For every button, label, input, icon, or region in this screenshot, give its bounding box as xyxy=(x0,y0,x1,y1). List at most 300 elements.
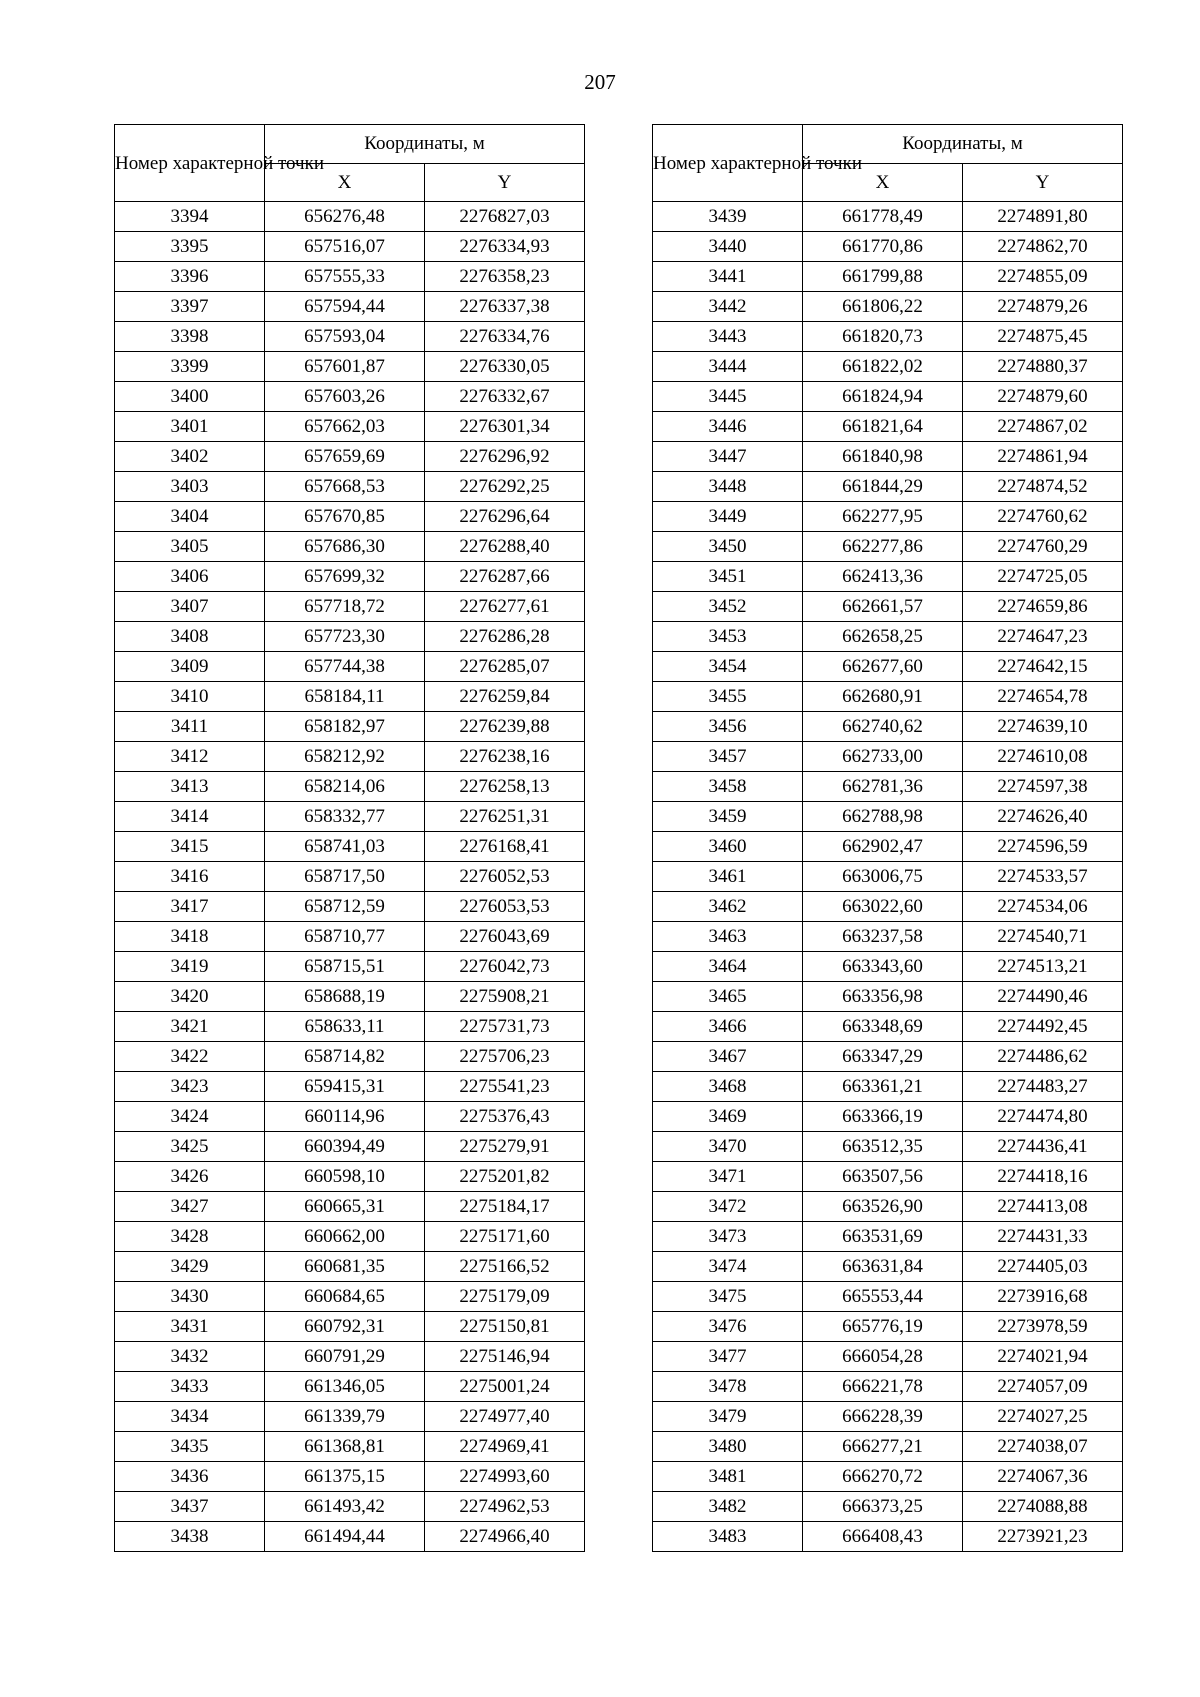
y-coordinate-cell: 2274436,41 xyxy=(963,1132,1123,1162)
table-row xyxy=(653,1402,1123,1432)
x-coordinate-cell: 657593,04 xyxy=(265,322,425,352)
y-coordinate-cell: 2273978,59 xyxy=(963,1312,1123,1342)
table-row xyxy=(115,682,585,712)
table-row xyxy=(115,1312,585,1342)
table-row xyxy=(115,442,585,472)
point-number-cell: 3465 xyxy=(653,982,803,1012)
table-row xyxy=(115,1252,585,1282)
y-coordinate-cell: 2274855,09 xyxy=(963,262,1123,292)
table-row xyxy=(115,922,585,952)
x-coordinate-cell: 661778,49 xyxy=(803,202,963,232)
table-row xyxy=(115,562,585,592)
y-coordinate-cell: 2276288,40 xyxy=(425,532,585,562)
x-coordinate-cell: 658182,97 xyxy=(265,712,425,742)
x-coordinate-cell: 658688,19 xyxy=(265,982,425,1012)
y-coordinate-cell: 2276286,28 xyxy=(425,622,585,652)
table-row xyxy=(653,532,1123,562)
table-row xyxy=(115,1012,585,1042)
x-coordinate-cell: 658712,59 xyxy=(265,892,425,922)
y-coordinate-cell: 2276238,16 xyxy=(425,742,585,772)
y-coordinate-cell: 2274862,70 xyxy=(963,232,1123,262)
table-row xyxy=(115,1342,585,1372)
x-coordinate-cell: 657516,07 xyxy=(265,232,425,262)
x-coordinate-cell: 662740,62 xyxy=(803,712,963,742)
y-coordinate-cell: 2276042,73 xyxy=(425,952,585,982)
y-header: Y xyxy=(963,164,1123,202)
point-number-cell: 3421 xyxy=(115,1012,265,1042)
x-coordinate-cell: 666228,39 xyxy=(803,1402,963,1432)
table-row xyxy=(115,1132,585,1162)
y-coordinate-cell: 2274021,94 xyxy=(963,1342,1123,1372)
x-coordinate-cell: 661799,88 xyxy=(803,262,963,292)
x-coordinate-cell: 657744,38 xyxy=(265,652,425,682)
table-row xyxy=(653,772,1123,802)
x-coordinate-cell: 660791,29 xyxy=(265,1342,425,1372)
x-coordinate-cell: 661770,86 xyxy=(803,232,963,262)
x-coordinate-cell: 662677,60 xyxy=(803,652,963,682)
x-coordinate-cell: 657659,69 xyxy=(265,442,425,472)
y-coordinate-cell: 2276827,03 xyxy=(425,202,585,232)
table-row xyxy=(653,382,1123,412)
y-coordinate-cell: 2276277,61 xyxy=(425,592,585,622)
x-coordinate-cell: 663006,75 xyxy=(803,862,963,892)
table-row xyxy=(653,592,1123,622)
table-row xyxy=(115,622,585,652)
x-coordinate-cell: 657555,33 xyxy=(265,262,425,292)
x-coordinate-cell: 661824,94 xyxy=(803,382,963,412)
point-number-cell: 3475 xyxy=(653,1282,803,1312)
point-number-cell: 3477 xyxy=(653,1342,803,1372)
point-number-cell: 3443 xyxy=(653,322,803,352)
table-row xyxy=(115,472,585,502)
x-coordinate-cell: 666270,72 xyxy=(803,1462,963,1492)
table-row xyxy=(115,862,585,892)
point-number-cell: 3405 xyxy=(115,532,265,562)
y-coordinate-cell: 2276337,38 xyxy=(425,292,585,322)
table-row xyxy=(115,1372,585,1402)
point-number-cell: 3397 xyxy=(115,292,265,322)
y-coordinate-cell: 2276296,64 xyxy=(425,502,585,532)
point-number-cell: 3468 xyxy=(653,1072,803,1102)
y-coordinate-cell: 2275731,73 xyxy=(425,1012,585,1042)
x-coordinate-cell: 663237,58 xyxy=(803,922,963,952)
table-row xyxy=(653,442,1123,472)
point-number-cell: 3433 xyxy=(115,1372,265,1402)
point-number-cell: 3437 xyxy=(115,1492,265,1522)
y-coordinate-cell: 2275150,81 xyxy=(425,1312,585,1342)
point-number-cell: 3478 xyxy=(653,1372,803,1402)
y-coordinate-cell: 2275279,91 xyxy=(425,1132,585,1162)
point-number-cell: 3452 xyxy=(653,592,803,622)
point-number-cell: 3412 xyxy=(115,742,265,772)
y-coordinate-cell: 2275706,23 xyxy=(425,1042,585,1072)
table-row xyxy=(115,1222,585,1252)
table-row xyxy=(653,1162,1123,1192)
table-row xyxy=(653,322,1123,352)
y-coordinate-cell: 2274492,45 xyxy=(963,1012,1123,1042)
table-row xyxy=(115,802,585,832)
point-number-cell: 3474 xyxy=(653,1252,803,1282)
point-number-cell: 3430 xyxy=(115,1282,265,1312)
point-number-cell: 3409 xyxy=(115,652,265,682)
x-coordinate-cell: 663631,84 xyxy=(803,1252,963,1282)
x-coordinate-cell: 657723,30 xyxy=(265,622,425,652)
point-number-cell: 3399 xyxy=(115,352,265,382)
table-row xyxy=(653,1012,1123,1042)
x-coordinate-cell: 657670,85 xyxy=(265,502,425,532)
table-row xyxy=(653,712,1123,742)
y-coordinate-cell: 2274088,88 xyxy=(963,1492,1123,1522)
x-coordinate-cell: 665776,19 xyxy=(803,1312,963,1342)
table-row xyxy=(653,622,1123,652)
table-row xyxy=(653,1072,1123,1102)
y-coordinate-cell: 2276251,31 xyxy=(425,802,585,832)
table-row xyxy=(653,802,1123,832)
x-coordinate-cell: 666408,43 xyxy=(803,1522,963,1552)
y-header: Y xyxy=(425,164,585,202)
x-coordinate-cell: 663507,56 xyxy=(803,1162,963,1192)
point-number-cell: 3466 xyxy=(653,1012,803,1042)
y-coordinate-cell: 2273916,68 xyxy=(963,1282,1123,1312)
y-coordinate-cell: 2276334,93 xyxy=(425,232,585,262)
x-coordinate-cell: 661375,15 xyxy=(265,1462,425,1492)
point-number-cell: 3446 xyxy=(653,412,803,442)
table-row xyxy=(115,1042,585,1072)
y-coordinate-cell: 2276358,23 xyxy=(425,262,585,292)
y-coordinate-cell: 2275376,43 xyxy=(425,1102,585,1132)
x-coordinate-cell: 666054,28 xyxy=(803,1342,963,1372)
y-coordinate-cell: 2276296,92 xyxy=(425,442,585,472)
table-row xyxy=(115,1282,585,1312)
x-coordinate-cell: 666373,25 xyxy=(803,1492,963,1522)
table-row xyxy=(653,832,1123,862)
y-coordinate-cell: 2276287,66 xyxy=(425,562,585,592)
x-coordinate-cell: 663512,35 xyxy=(803,1132,963,1162)
table-row xyxy=(653,1132,1123,1162)
y-coordinate-cell: 2276334,76 xyxy=(425,322,585,352)
table-row xyxy=(653,412,1123,442)
y-coordinate-cell: 2274418,16 xyxy=(963,1162,1123,1192)
x-coordinate-cell: 663022,60 xyxy=(803,892,963,922)
point-number-cell: 3403 xyxy=(115,472,265,502)
point-number-cell: 3418 xyxy=(115,922,265,952)
point-number-cell: 3470 xyxy=(653,1132,803,1162)
table-row xyxy=(653,862,1123,892)
y-coordinate-cell: 2274626,40 xyxy=(963,802,1123,832)
y-coordinate-cell: 2274486,62 xyxy=(963,1042,1123,1072)
x-coordinate-cell: 662788,98 xyxy=(803,802,963,832)
point-number-cell: 3419 xyxy=(115,952,265,982)
point-number-cell: 3459 xyxy=(653,802,803,832)
x-coordinate-cell: 663343,60 xyxy=(803,952,963,982)
table-row xyxy=(115,772,585,802)
y-coordinate-cell: 2274483,27 xyxy=(963,1072,1123,1102)
table-row xyxy=(653,1252,1123,1282)
point-number-cell: 3406 xyxy=(115,562,265,592)
y-coordinate-cell: 2274596,59 xyxy=(963,832,1123,862)
y-coordinate-cell: 2274540,71 xyxy=(963,922,1123,952)
y-coordinate-cell: 2275179,09 xyxy=(425,1282,585,1312)
point-number-cell: 3476 xyxy=(653,1312,803,1342)
x-coordinate-cell: 658212,92 xyxy=(265,742,425,772)
y-coordinate-cell: 2274725,05 xyxy=(963,562,1123,592)
x-coordinate-cell: 662733,00 xyxy=(803,742,963,772)
table-row xyxy=(653,1432,1123,1462)
x-header: X xyxy=(265,164,425,202)
x-coordinate-cell: 661840,98 xyxy=(803,442,963,472)
table-row xyxy=(653,352,1123,382)
y-coordinate-cell: 2274880,37 xyxy=(963,352,1123,382)
table-row xyxy=(115,832,585,862)
point-number-cell: 3473 xyxy=(653,1222,803,1252)
point-number-header: Номер характерной точки xyxy=(115,125,265,202)
table-row xyxy=(653,1492,1123,1522)
point-number-cell: 3434 xyxy=(115,1402,265,1432)
x-coordinate-cell: 657699,32 xyxy=(265,562,425,592)
x-coordinate-cell: 665553,44 xyxy=(803,1282,963,1312)
table-row xyxy=(653,292,1123,322)
point-number-cell: 3463 xyxy=(653,922,803,952)
point-number-cell: 3400 xyxy=(115,382,265,412)
coordinates-header: Координаты, м xyxy=(265,125,585,164)
y-coordinate-cell: 2276330,05 xyxy=(425,352,585,382)
point-number-cell: 3448 xyxy=(653,472,803,502)
table-row xyxy=(115,742,585,772)
y-coordinate-cell: 2276258,13 xyxy=(425,772,585,802)
page-number: 207 xyxy=(584,70,616,94)
x-coordinate-cell: 658717,50 xyxy=(265,862,425,892)
point-number-cell: 3422 xyxy=(115,1042,265,1072)
point-number-cell: 3441 xyxy=(653,262,803,292)
point-number-cell: 3415 xyxy=(115,832,265,862)
table-row xyxy=(115,232,585,262)
y-coordinate-cell: 2276259,84 xyxy=(425,682,585,712)
y-coordinate-cell: 2275201,82 xyxy=(425,1162,585,1192)
table-row xyxy=(115,502,585,532)
table-row xyxy=(115,1522,585,1552)
point-number-cell: 3398 xyxy=(115,322,265,352)
table-row xyxy=(115,1072,585,1102)
table-row xyxy=(115,652,585,682)
point-number-cell: 3469 xyxy=(653,1102,803,1132)
y-coordinate-cell: 2274597,38 xyxy=(963,772,1123,802)
y-coordinate-cell: 2274879,60 xyxy=(963,382,1123,412)
x-coordinate-cell: 661806,22 xyxy=(803,292,963,322)
table-row xyxy=(115,1102,585,1132)
point-number-cell: 3455 xyxy=(653,682,803,712)
y-coordinate-cell: 2275171,60 xyxy=(425,1222,585,1252)
y-coordinate-cell: 2274057,09 xyxy=(963,1372,1123,1402)
point-number-cell: 3413 xyxy=(115,772,265,802)
coordinates-header: Координаты, м xyxy=(803,125,1123,164)
table-row xyxy=(115,412,585,442)
x-coordinate-cell: 660394,49 xyxy=(265,1132,425,1162)
point-number-cell: 3456 xyxy=(653,712,803,742)
table-row xyxy=(653,682,1123,712)
table-row xyxy=(653,652,1123,682)
table-row xyxy=(653,1522,1123,1552)
x-coordinate-cell: 660662,00 xyxy=(265,1222,425,1252)
table-row xyxy=(115,1402,585,1432)
x-coordinate-cell: 657686,30 xyxy=(265,532,425,562)
y-coordinate-cell: 2274647,23 xyxy=(963,622,1123,652)
x-coordinate-cell: 660684,65 xyxy=(265,1282,425,1312)
x-coordinate-cell: 658184,11 xyxy=(265,682,425,712)
x-coordinate-cell: 663348,69 xyxy=(803,1012,963,1042)
point-number-cell: 3438 xyxy=(115,1522,265,1552)
table-row xyxy=(653,202,1123,232)
point-number-cell: 3396 xyxy=(115,262,265,292)
point-number-cell: 3442 xyxy=(653,292,803,322)
table-row xyxy=(653,1102,1123,1132)
table-row xyxy=(115,712,585,742)
point-number-cell: 3454 xyxy=(653,652,803,682)
table-row xyxy=(653,742,1123,772)
y-coordinate-cell: 2275166,52 xyxy=(425,1252,585,1282)
point-number-cell: 3408 xyxy=(115,622,265,652)
x-coordinate-cell: 662902,47 xyxy=(803,832,963,862)
y-coordinate-cell: 2274038,07 xyxy=(963,1432,1123,1462)
x-coordinate-cell: 663356,98 xyxy=(803,982,963,1012)
table-row xyxy=(115,952,585,982)
x-coordinate-cell: 660792,31 xyxy=(265,1312,425,1342)
y-coordinate-cell: 2274760,62 xyxy=(963,502,1123,532)
point-number-cell: 3451 xyxy=(653,562,803,592)
y-coordinate-cell: 2275146,94 xyxy=(425,1342,585,1372)
point-number-cell: 3464 xyxy=(653,952,803,982)
y-coordinate-cell: 2274659,86 xyxy=(963,592,1123,622)
y-coordinate-cell: 2276301,34 xyxy=(425,412,585,442)
point-number-cell: 3401 xyxy=(115,412,265,442)
y-coordinate-cell: 2274867,02 xyxy=(963,412,1123,442)
x-coordinate-cell: 662658,25 xyxy=(803,622,963,652)
table-row xyxy=(653,982,1123,1012)
y-coordinate-cell: 2274891,80 xyxy=(963,202,1123,232)
y-coordinate-cell: 2274413,08 xyxy=(963,1192,1123,1222)
table-row xyxy=(115,1162,585,1192)
y-coordinate-cell: 2274474,80 xyxy=(963,1102,1123,1132)
point-number-cell: 3407 xyxy=(115,592,265,622)
y-coordinate-cell: 2274533,57 xyxy=(963,862,1123,892)
table-row xyxy=(653,1222,1123,1252)
point-number-cell: 3447 xyxy=(653,442,803,472)
y-coordinate-cell: 2273921,23 xyxy=(963,1522,1123,1552)
point-number-header: Номер характерной точки xyxy=(653,125,803,202)
point-number-cell: 3453 xyxy=(653,622,803,652)
x-coordinate-cell: 662277,86 xyxy=(803,532,963,562)
table-row xyxy=(115,352,585,382)
y-coordinate-cell: 2274654,78 xyxy=(963,682,1123,712)
y-coordinate-cell: 2274977,40 xyxy=(425,1402,585,1432)
table-row xyxy=(115,892,585,922)
y-coordinate-cell: 2274067,36 xyxy=(963,1462,1123,1492)
point-number-cell: 3423 xyxy=(115,1072,265,1102)
table-row xyxy=(115,202,585,232)
y-coordinate-cell: 2274962,53 xyxy=(425,1492,585,1522)
x-coordinate-cell: 658633,11 xyxy=(265,1012,425,1042)
y-coordinate-cell: 2274966,40 xyxy=(425,1522,585,1552)
x-coordinate-cell: 663531,69 xyxy=(803,1222,963,1252)
point-number-cell: 3420 xyxy=(115,982,265,1012)
y-coordinate-cell: 2275541,23 xyxy=(425,1072,585,1102)
point-number-cell: 3426 xyxy=(115,1162,265,1192)
x-coordinate-cell: 656276,48 xyxy=(265,202,425,232)
y-coordinate-cell: 2276285,07 xyxy=(425,652,585,682)
table-row xyxy=(115,262,585,292)
point-number-cell: 3410 xyxy=(115,682,265,712)
x-coordinate-cell: 661368,81 xyxy=(265,1432,425,1462)
x-coordinate-cell: 659415,31 xyxy=(265,1072,425,1102)
table-row xyxy=(115,1462,585,1492)
table-row xyxy=(115,532,585,562)
table-row xyxy=(653,1042,1123,1072)
x-coordinate-cell: 657594,44 xyxy=(265,292,425,322)
point-number-cell: 3429 xyxy=(115,1252,265,1282)
point-number-cell: 3462 xyxy=(653,892,803,922)
table-row xyxy=(653,262,1123,292)
point-number-cell: 3417 xyxy=(115,892,265,922)
y-coordinate-cell: 2275001,24 xyxy=(425,1372,585,1402)
x-coordinate-cell: 661820,73 xyxy=(803,322,963,352)
x-coordinate-cell: 663347,29 xyxy=(803,1042,963,1072)
y-coordinate-cell: 2274490,46 xyxy=(963,982,1123,1012)
point-number-cell: 3404 xyxy=(115,502,265,532)
point-number-cell: 3440 xyxy=(653,232,803,262)
x-coordinate-cell: 661844,29 xyxy=(803,472,963,502)
x-coordinate-cell: 663361,21 xyxy=(803,1072,963,1102)
x-coordinate-cell: 662413,36 xyxy=(803,562,963,592)
point-number-cell: 3416 xyxy=(115,862,265,892)
x-coordinate-cell: 660665,31 xyxy=(265,1192,425,1222)
point-number-cell: 3428 xyxy=(115,1222,265,1252)
table-row xyxy=(115,1492,585,1522)
x-coordinate-cell: 662680,91 xyxy=(803,682,963,712)
y-coordinate-cell: 2274642,15 xyxy=(963,652,1123,682)
x-coordinate-cell: 660114,96 xyxy=(265,1102,425,1132)
point-number-cell: 3471 xyxy=(653,1162,803,1192)
y-coordinate-cell: 2274639,10 xyxy=(963,712,1123,742)
point-number-cell: 3427 xyxy=(115,1192,265,1222)
point-number-cell: 3411 xyxy=(115,712,265,742)
x-coordinate-cell: 662277,95 xyxy=(803,502,963,532)
x-header: X xyxy=(803,164,963,202)
table-row xyxy=(653,892,1123,922)
table-row xyxy=(115,982,585,1012)
x-coordinate-cell: 658332,77 xyxy=(265,802,425,832)
point-number-cell: 3481 xyxy=(653,1462,803,1492)
table-row xyxy=(115,322,585,352)
table-row xyxy=(653,1192,1123,1222)
table-row xyxy=(653,952,1123,982)
y-coordinate-cell: 2276052,53 xyxy=(425,862,585,892)
point-number-cell: 3467 xyxy=(653,1042,803,1072)
x-coordinate-cell: 661494,44 xyxy=(265,1522,425,1552)
x-coordinate-cell: 663366,19 xyxy=(803,1102,963,1132)
point-number-cell: 3424 xyxy=(115,1102,265,1132)
table-row xyxy=(115,1432,585,1462)
x-coordinate-cell: 657662,03 xyxy=(265,412,425,442)
y-coordinate-cell: 2276292,25 xyxy=(425,472,585,502)
y-coordinate-cell: 2276239,88 xyxy=(425,712,585,742)
y-coordinate-cell: 2275184,17 xyxy=(425,1192,585,1222)
x-coordinate-cell: 662781,36 xyxy=(803,772,963,802)
x-coordinate-cell: 660598,10 xyxy=(265,1162,425,1192)
coordinates-table-right xyxy=(652,124,1123,1552)
table-row xyxy=(653,562,1123,592)
table-row xyxy=(653,232,1123,262)
y-coordinate-cell: 2275908,21 xyxy=(425,982,585,1012)
point-number-cell: 3435 xyxy=(115,1432,265,1462)
